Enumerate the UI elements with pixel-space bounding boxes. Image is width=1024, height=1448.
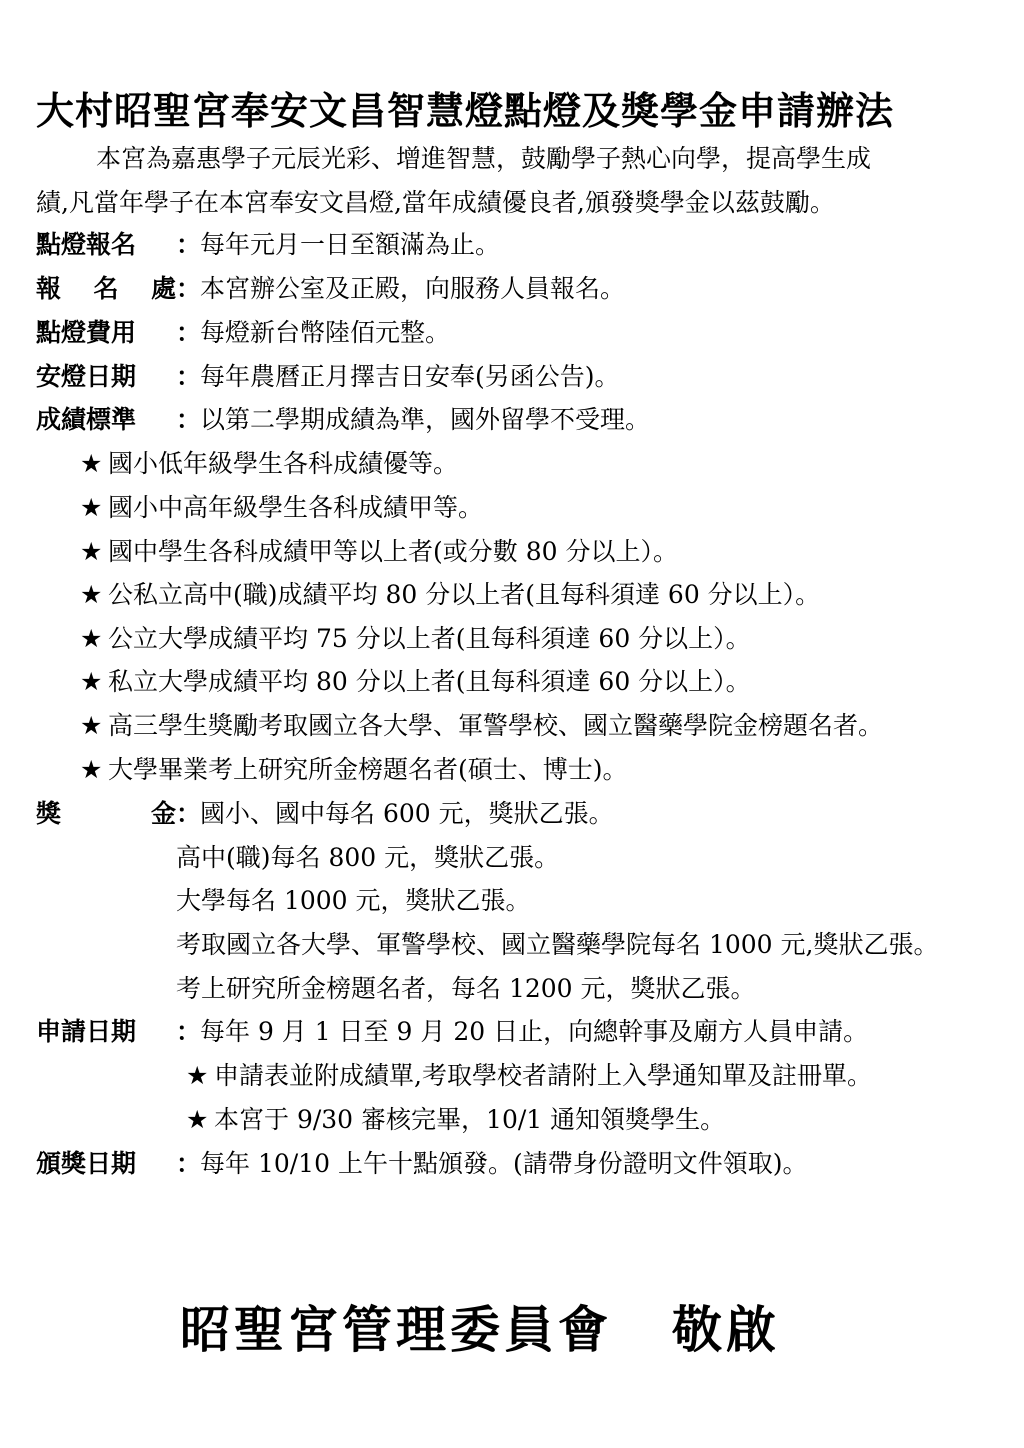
apply-note: ★ 本宮于 9/30 審核完畢，10/1 通知領獎學生。 (186, 1103, 725, 1137)
star-icon: ★ (80, 580, 103, 609)
criteria-item: ★ 國小中高年級學生各科成績甲等。 (80, 491, 483, 525)
colon: ： (176, 799, 202, 828)
criteria-item: ★ 私立大學成績平均 80 分以上者(且每科須達 60 分以上）。 (80, 665, 751, 699)
criteria-label: 成績標準 (36, 405, 137, 434)
criteria-item: ★ 公私立高中(職)成績平均 80 分以上者(且每科須達 60 分以上）。 (80, 578, 820, 612)
star-icon: ★ (80, 624, 103, 653)
fee-row (36, 316, 450, 350)
fee-value: 每燈新台幣陸佰元整。 (200, 318, 451, 347)
colon: ： (176, 1149, 202, 1178)
issue-label: 頒獎日期 (36, 1149, 137, 1178)
star-icon: ★ (80, 667, 103, 696)
apply-value: 每年 9 月 1 日至 9 月 20 日止，向總幹事及廟方人員申請。 (200, 1017, 869, 1046)
apply-note: ★ 申請表並附成績單,考取學校者請附上入學通知單及註冊單。 (186, 1059, 872, 1093)
install-date-value: 每年農曆正月擇吉日安奉(另函公告)。 (200, 362, 620, 391)
colon: ： (176, 1017, 202, 1046)
issue-value: 每年 10/10 上午十點頒發。(請帶身份證明文件領取)。 (200, 1149, 808, 1178)
star-icon: ★ (80, 537, 103, 566)
colon: ： (176, 274, 202, 303)
award-label: 獎 金 (36, 799, 176, 828)
criteria-item: ★ 國中學生各科成績甲等以上者(或分數 80 分以上）。 (80, 535, 678, 569)
issue-row (36, 1147, 807, 1181)
colon: ： (176, 405, 202, 434)
location-value: 本宮辦公室及正殿，向服務人員報名。 (200, 274, 626, 303)
apply-label: 申請日期 (36, 1017, 137, 1046)
colon: ： (176, 230, 202, 259)
criteria-value: 以第二學期成績為準，國外留學不受理。 (200, 405, 651, 434)
location-label: 報 名 處 (36, 274, 176, 303)
award-line: 考取國立各大學、軍警學校、國立醫藥學院每名 1000 元,獎狀乙張。 (176, 930, 939, 959)
apply-row (36, 1015, 868, 1049)
criteria-item: ★ 大學畢業考上研究所金榜題名者(碩士、博士)。 (80, 753, 628, 787)
criteria-row (36, 403, 650, 437)
install-date-label: 安燈日期 (36, 362, 137, 391)
colon: ： (176, 318, 202, 347)
fee-label: 點燈費用 (36, 318, 137, 347)
criteria-item: ★ 公立大學成績平均 75 分以上者(且每科須達 60 分以上）。 (80, 622, 751, 656)
star-icon: ★ (80, 711, 103, 740)
criteria-item: ★ 高三學生獎勵考取國立各大學、軍警學校、國立醫藥學院金榜題名者。 (80, 709, 883, 743)
intro-line-1: 本宮為嘉惠學子元辰光彩、增進智慧，鼓勵學子熱心向學，提高學生成 (96, 144, 872, 173)
award-line: 國小、國中每名 600 元，獎狀乙張。 (200, 799, 614, 828)
signature (180, 1290, 780, 1362)
location-row (36, 272, 625, 306)
star-icon: ★ (80, 449, 103, 478)
intro-line-2: 績,凡當年學子在本宮奉安文昌燈,當年成績優良者,頒發獎學金以茲鼓勵。 (36, 188, 835, 217)
award-row (36, 797, 614, 831)
award-line: 考上研究所金榜題名者，每名 1200 元，獎狀乙張。 (176, 974, 756, 1003)
star-icon: ★ (80, 755, 103, 784)
star-icon: ★ (186, 1105, 209, 1134)
registration-value: 每年元月一日至額滿為止。 (200, 230, 501, 259)
footer-org: 昭聖宮管理委員會 (180, 1301, 612, 1359)
footer-closing: 敬啟 (672, 1301, 780, 1359)
star-icon: ★ (80, 493, 103, 522)
registration-label: 點燈報名 (36, 230, 137, 259)
award-line: 高中(職)每名 800 元，獎狀乙張。 (176, 843, 560, 872)
award-line: 大學每名 1000 元，獎狀乙張。 (176, 886, 531, 915)
star-icon: ★ (186, 1061, 209, 1090)
install-date-row (36, 360, 620, 394)
page-title: 大村昭聖宮奉安文昌智慧燈點燈及獎學金申請辦法 (36, 89, 895, 133)
criteria-item: ★ 國小低年級學生各科成績優等。 (80, 447, 458, 481)
registration-row (36, 228, 500, 262)
colon: ： (176, 362, 202, 391)
